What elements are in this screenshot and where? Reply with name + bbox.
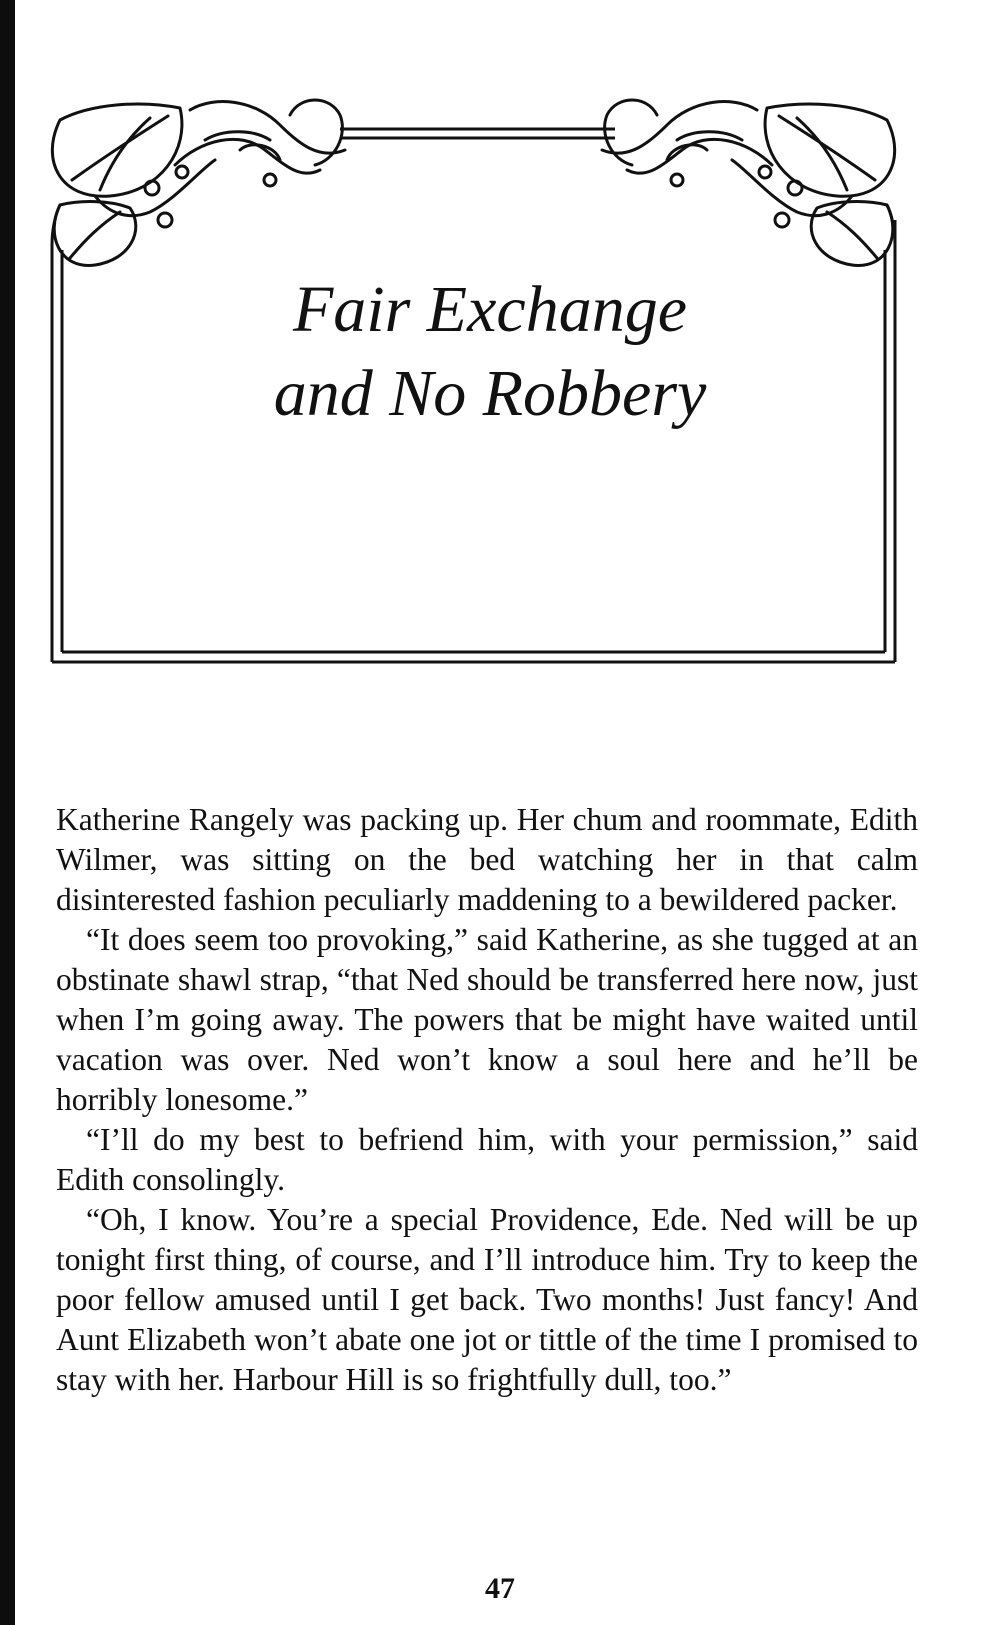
paragraph: “I’ll do my best to befriend him, with your permission,” said Edith consolingly.: [56, 1122, 918, 1197]
chapter-title-line-2: and No Robbery: [273, 357, 707, 430]
paragraph: “Oh, I know. You’re a special Providence, Ede. Ned will be up tonight first thing, of course, and I’ll introduce him. Try to keep the poor fellow amused until I get back. Two months! Just fancy! And Aunt Elizabeth won’t abate one jot or tittle of the time I promised to stay with her. Harbour Hill is so frightfully dull, too.”: [56, 1202, 918, 1397]
left-corner-ornament: [52, 100, 345, 265]
paragraph: “It does seem too provoking,” said Katherine, as she tugged at an obstinate shawl strap, “that Ned should be transferred here now, just when I’m going away. The powers that be might have waited until vacation was over. Ned won’t know a soul here and he’ll be horribly lonesome.”: [56, 922, 918, 1117]
chapter-title: [110, 268, 870, 436]
right-corner-ornament: [602, 100, 895, 265]
body-text: [56, 800, 918, 1400]
page-number: 47: [485, 1572, 515, 1605]
paragraph: Katherine Rangely was packing up. Her chum and roommate, Edith Wilmer, was sitting on the bed watching her in that calm disinterested fashion peculiarly maddening to a bewildered packer.: [56, 802, 918, 917]
chapter-title-line-1: Fair Exchange: [292, 273, 688, 346]
